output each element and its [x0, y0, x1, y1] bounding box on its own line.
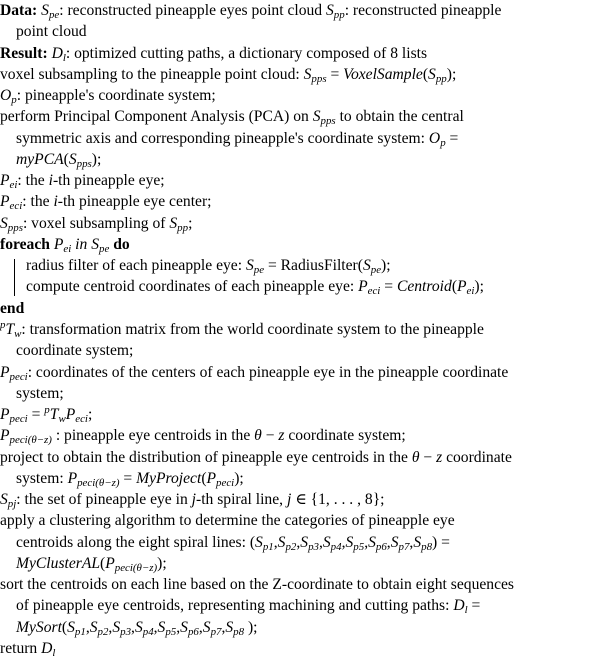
algo-line-ppeci-def — [0, 362, 508, 384]
text-segment: z — [436, 449, 443, 466]
text-segment: , — [318, 534, 323, 551]
text-segment: = — [27, 406, 45, 423]
text-segment: D — [51, 45, 63, 62]
text-segment: ei — [466, 285, 475, 297]
algo-line-sort — [0, 574, 514, 596]
text-segment: ( — [100, 555, 106, 572]
text-segment: i — [48, 172, 53, 189]
text-segment: P — [105, 555, 115, 572]
text-segment: p8 — [233, 626, 245, 638]
text-segment: p — [0, 319, 6, 331]
text-segment: p3 — [308, 541, 319, 553]
algo-line-cluster — [0, 510, 455, 532]
algo-line-spps — [0, 213, 192, 235]
text-segment: p1 — [262, 541, 274, 553]
text-segment: j — [286, 491, 292, 508]
text-segment: pps — [311, 73, 327, 85]
algo-line-project-cont — [16, 468, 244, 490]
text-segment: , — [85, 619, 90, 636]
text-segment: O — [428, 130, 441, 147]
algo-line-data-cont — [16, 21, 87, 43]
text-segment: , — [131, 619, 135, 636]
text-segment: w — [14, 328, 22, 340]
text-segment: : voxel subsampling of — [22, 215, 170, 232]
text-segment: ; — [188, 215, 193, 232]
text-segment: z — [278, 427, 285, 444]
text-segment: VoxelSample — [343, 66, 423, 83]
text-segment: eci — [9, 200, 23, 212]
text-segment: , — [108, 619, 113, 636]
text-segment: , — [341, 534, 346, 551]
text-segment: , — [273, 534, 278, 551]
algo-line-result — [0, 43, 427, 65]
algo-line-voxel — [0, 64, 456, 86]
text-segment: S — [255, 534, 263, 551]
text-segment: p2 — [97, 626, 109, 638]
text-segment: p4 — [330, 541, 342, 553]
text-segment: p7 — [398, 541, 410, 553]
text-segment: symmetric axis and corresponding pineapple's coordinate system: — [16, 130, 429, 147]
text-segment: , — [153, 619, 158, 636]
text-segment: , — [364, 534, 369, 551]
text-segment: = — [380, 278, 397, 295]
text-segment: peci(θ−z) — [114, 562, 158, 574]
text-segment: to obtain the central — [335, 108, 464, 125]
text-segment: Centroid — [396, 278, 452, 295]
text-segment: project to obtain the distribution of pineapple eye centroids in the — [0, 449, 412, 466]
text-segment: pe — [99, 243, 110, 255]
text-segment: S — [413, 534, 422, 551]
text-segment: pe — [370, 264, 382, 276]
text-segment: ( — [201, 470, 207, 487]
text-segment: return — [0, 640, 42, 657]
text-segment: O — [0, 87, 12, 104]
text-segment: S — [112, 619, 121, 636]
text-segment: ei — [63, 243, 72, 255]
text-segment: p6 — [375, 541, 387, 553]
text-segment: pe — [253, 264, 265, 276]
text-segment: P — [358, 278, 368, 295]
text-segment: eci — [367, 285, 381, 297]
text-segment: : pineapple eye centroids in the — [51, 427, 255, 444]
text-segment: , — [221, 619, 226, 636]
algo-line-ppeci-def-cont — [16, 383, 64, 405]
text-segment: , — [409, 534, 414, 551]
text-segment: p6 — [187, 626, 199, 638]
text-segment: i — [53, 193, 58, 210]
text-segment: ); — [446, 66, 457, 83]
algo-line-transform — [0, 319, 484, 341]
text-segment: S — [368, 534, 376, 551]
text-segment: S — [202, 619, 211, 636]
text-segment: : reconstructed pineapple — [344, 2, 502, 19]
text-segment: MyClusterAL — [16, 555, 101, 572]
algo-line-data — [0, 0, 501, 22]
text-segment: p4 — [142, 626, 154, 638]
text-segment: coordinate system; — [16, 342, 134, 359]
text-segment: in S — [71, 236, 99, 253]
text-segment: S — [245, 257, 254, 274]
algo-line-end — [0, 298, 24, 320]
text-segment: , — [296, 534, 301, 551]
text-segment: p5 — [165, 626, 177, 638]
algo-line-transform-cont — [16, 340, 133, 362]
text-segment: S — [180, 619, 188, 636]
text-segment: p7 — [210, 626, 222, 638]
text-segment: P — [0, 364, 10, 381]
text-segment: P — [0, 406, 10, 423]
text-segment: peci — [216, 477, 235, 489]
text-segment: system; — [16, 385, 64, 402]
text-segment: -th pineapple eye center; — [57, 193, 212, 210]
text-segment: T — [5, 321, 15, 338]
text-segment: p — [11, 94, 17, 106]
text-segment: pp — [177, 222, 189, 234]
text-segment: S — [390, 534, 399, 551]
text-segment: = — [445, 130, 459, 147]
text-segment: S — [277, 534, 286, 551]
text-segment: S — [362, 257, 371, 274]
loop-body-bar — [14, 259, 15, 296]
text-segment: S — [322, 534, 331, 551]
text-segment: do — [113, 236, 130, 253]
text-segment: pe — [48, 9, 60, 21]
text-segment: ( — [422, 66, 429, 83]
text-segment: Result: — [0, 45, 48, 62]
text-segment: T — [49, 406, 59, 423]
text-segment: S — [89, 619, 98, 636]
algo-line-peci — [0, 191, 211, 213]
text-segment: S — [326, 2, 334, 19]
text-segment: ei — [9, 179, 18, 191]
text-segment: peci — [9, 371, 28, 383]
algo-line-return — [0, 638, 55, 660]
text-segment: p3 — [120, 626, 132, 638]
text-segment: peci(θ−z) — [77, 477, 120, 489]
text-segment: P — [457, 278, 467, 295]
algo-line-pca-cont2 — [16, 149, 101, 171]
text-segment: : coordinates of the centers of each pineapple eye in the pineapple coordinate — [27, 364, 509, 381]
algo-line-centroid — [26, 276, 484, 298]
text-segment: = RadiusFilter( — [264, 257, 363, 274]
text-segment: l — [62, 52, 66, 64]
algo-line-project — [0, 447, 512, 469]
text-segment: S — [428, 66, 436, 83]
text-segment: MySort — [16, 619, 62, 636]
text-segment: − — [419, 449, 437, 466]
text-segment: P — [0, 172, 10, 189]
text-segment: radius filter of each pineapple eye: — [26, 257, 246, 274]
algo-line-theta-z — [0, 425, 406, 447]
text-segment: -th spiral line, — [196, 491, 287, 508]
text-segment: = — [326, 66, 344, 83]
text-segment: S — [312, 108, 321, 125]
text-segment: : transformation matrix from the world coordinate system to the pineapple — [21, 321, 484, 338]
text-segment: ); — [244, 619, 258, 636]
text-segment: p1 — [74, 626, 86, 638]
text-segment: : pineapple's coordinate system; — [16, 87, 216, 104]
text-segment: peci — [9, 413, 28, 425]
text-segment: foreach — [0, 236, 50, 253]
text-segment: point cloud — [16, 23, 87, 40]
text-segment: ) = — [432, 534, 450, 551]
text-segment: θ — [411, 449, 420, 466]
text-segment: pps — [320, 115, 336, 127]
text-segment: : optimized cutting paths, a dictionary composed of 8 lists — [65, 45, 428, 62]
algo-line-pca — [0, 106, 464, 128]
algo-line-foreach — [0, 234, 130, 256]
text-segment: p8 — [421, 541, 433, 553]
text-segment: perform Principal Component Analysis (PCA) on — [0, 108, 313, 125]
text-segment: S — [169, 215, 178, 232]
algo-line-pei — [0, 170, 165, 192]
text-segment: ); — [157, 555, 167, 572]
text-segment: P — [0, 193, 10, 210]
text-segment: S — [134, 619, 143, 636]
text-segment: S — [225, 619, 234, 636]
algo-line-cluster-cont1 — [16, 532, 450, 554]
text-segment: , — [198, 619, 203, 636]
text-segment: p — [440, 137, 446, 149]
algo-line-sort-cont2 — [16, 617, 258, 639]
text-segment: P — [206, 470, 217, 487]
text-segment: j — [191, 491, 196, 508]
text-segment: D — [41, 640, 53, 657]
text-segment: S — [303, 66, 312, 83]
text-segment: of pineapple eye centroids, representing machining and cutting paths: — [16, 597, 454, 614]
text-segment: Data: — [0, 2, 38, 19]
text-segment: ∈ {1, . . . , 8}; — [291, 491, 385, 508]
text-segment: ); — [234, 470, 244, 487]
text-segment: D — [453, 597, 465, 614]
text-segment: : reconstructed pineapple eyes point cloud — [59, 2, 326, 19]
text-segment: system: — [16, 470, 68, 487]
text-segment: S — [67, 619, 75, 636]
text-segment: sort the centroids on each line based on the Z-coordinate to obtain eight sequences — [0, 576, 514, 593]
text-segment: p — [44, 404, 50, 416]
text-segment: pj — [7, 498, 17, 510]
text-segment: ( — [61, 619, 68, 636]
text-segment: S — [345, 534, 354, 551]
text-segment: P — [53, 236, 64, 253]
text-segment: pp — [333, 9, 345, 21]
text-segment: ; — [87, 406, 93, 423]
text-segment: S — [0, 491, 8, 508]
text-segment: w — [58, 413, 66, 425]
text-segment: − — [261, 427, 279, 444]
text-segment: eci — [75, 413, 88, 425]
text-segment: ( — [63, 151, 69, 168]
text-segment: = — [119, 470, 137, 487]
algo-line-cluster-cont2 — [16, 553, 167, 575]
text-segment: centroids along the eight spiral lines: ( — [16, 534, 256, 551]
text-segment: ); — [91, 151, 102, 168]
text-segment: S — [0, 215, 8, 232]
text-segment: = — [467, 597, 481, 614]
text-segment: : the set of pineapple eye in — [16, 491, 192, 508]
text-segment: S — [300, 534, 309, 551]
text-segment: MyProject — [136, 470, 202, 487]
text-segment: compute centroid coordinates of each pineapple eye: — [26, 278, 359, 295]
text-segment: p2 — [285, 541, 297, 553]
algo-line-radius-filter — [26, 255, 391, 277]
algo-line-sort-cont1 — [16, 595, 480, 617]
text-segment: p5 — [353, 541, 365, 553]
algo-line-pca-cont1 — [16, 128, 458, 150]
text-segment: coordinate — [442, 449, 512, 466]
text-segment: ); — [381, 257, 391, 274]
text-segment: ( — [451, 278, 458, 295]
text-segment: P — [65, 406, 76, 423]
text-segment: S — [68, 151, 77, 168]
text-segment: -th pineapple eye; — [52, 172, 165, 189]
text-segment: , — [176, 619, 181, 636]
text-segment: ); — [474, 278, 484, 295]
text-segment: end — [0, 300, 25, 317]
text-segment: S — [41, 2, 49, 19]
text-segment: P — [67, 470, 78, 487]
algo-line-ppeci-eq — [0, 404, 92, 426]
text-segment: : the — [17, 172, 49, 189]
text-segment: coordinate system; — [284, 427, 406, 444]
text-segment: S — [157, 619, 166, 636]
text-segment: myPCA — [16, 151, 64, 168]
text-segment: P — [0, 427, 10, 444]
algo-line-op — [0, 85, 216, 107]
text-segment: pps — [76, 158, 92, 170]
text-segment: peci(θ−z) — [9, 434, 52, 446]
text-segment: l — [52, 647, 56, 659]
text-segment: pps — [7, 222, 23, 234]
algo-line-spj — [0, 489, 385, 511]
text-segment: l — [464, 604, 468, 616]
text-segment: , — [386, 534, 391, 551]
text-segment: pp — [435, 73, 447, 85]
text-segment: voxel subsampling to the pineapple point cloud: — [0, 66, 304, 83]
text-segment: θ — [254, 427, 262, 444]
text-segment: : the — [22, 193, 54, 210]
text-segment: apply a clustering algorithm to determine the categories of pineapple eye — [0, 512, 455, 529]
